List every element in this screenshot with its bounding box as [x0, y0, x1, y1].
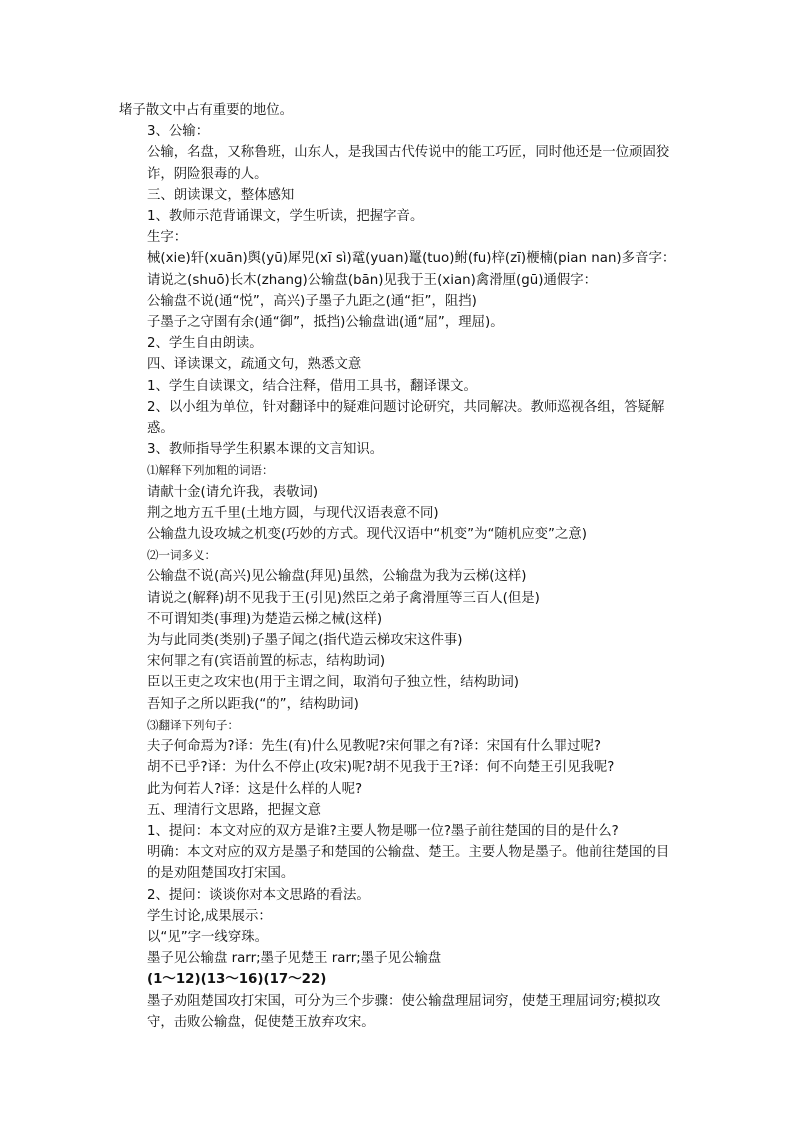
paragraph: 墨子劝阻楚国攻打宋国，可分为三个步骤：使公输盘理屈词穷，使楚王理屈词穷;模拟攻守，击败公输盘，促使楚王放弃攻宋。 — [147, 993, 661, 1030]
section-heading: 五、理清行文思路，把握文意 — [147, 802, 322, 818]
pinyin-line: 械(xie)轩(xuān)舆(yū)犀兕(xī sì)鼋(yuan)鼍(tuo)鲋(fu)梓(zī)楩楠(pian nan)多音字： — [147, 251, 676, 267]
list-item: 1、学生自读课文，结合注释，借用工具书，翻译课文。 — [147, 378, 477, 394]
paragraph-continuation: 堵子散文中占有重要的地位。 — [119, 103, 294, 118]
list-item: 2、学生自由朗读。 — [147, 336, 263, 352]
list-item: 1、教师示范背诵课文，学生听读，把握字音。 — [147, 209, 424, 225]
paragraph: 子墨子之守圉有余(通“御”，抵挡)公输盘诎(通“屈”，理屈)。 — [147, 315, 504, 331]
paragraph: 夫子何命焉为?译：先生(有)什么见教呢?宋何罪之有?译：宋国有什么罪过呢? — [147, 739, 601, 755]
paragraph: 以“见”字一线穿珠。 — [147, 929, 268, 945]
paragraph: 墨子见公输盘 rarr;墨子见楚王 rarr;墨子见公输盘 — [147, 951, 442, 967]
paragraph: 胡不已乎?译：为什么不停止(攻宋)呢?胡不见我于王?译：何不向楚王引见我呢? — [147, 760, 615, 776]
paragraph: 吾知子之所以距我(“的”，结构助词) — [147, 696, 359, 712]
paragraph: 荆之地方五千里(土地方圆，与现代汉语表意不同) — [147, 505, 439, 521]
paragraph: 公输，名盘，又称鲁班，山东人，是我国古代传说中的能工巧匠，同时他还是一位顽固狡诈，阴险狠毒的人。 — [147, 145, 670, 182]
paragraph: 明确：本文对应的双方是墨子和楚国的公输盘、楚王。主要人物是墨子。他前往楚国的目的是劝阻楚国攻打宋国。 — [147, 845, 670, 882]
paragraph: 请献十金(请允许我，表敬词) — [147, 484, 319, 500]
section-heading: 3、公输： — [147, 124, 210, 140]
paragraph: (1～12)(13～16)(17～22) — [147, 972, 327, 988]
paragraph: 请说之(解释)胡不见我于王(引见)然臣之弟子禽滑厘等三百人(但是) — [147, 590, 540, 606]
paragraph: 宋何罪之有(宾语前置的标志，结构助词) — [147, 654, 386, 670]
list-item: 3、教师指导学生积累本课的文言知识。 — [147, 442, 384, 458]
paragraph: 不可谓知类(事理)为楚造云梯之械(这样) — [147, 611, 383, 627]
paragraph: 公输盘九设攻城之机变(巧妙的方式。现代汉语中“机变”为“随机应变”之意) — [147, 527, 587, 543]
label: 生字： — [147, 230, 188, 246]
pinyin-line: 请说之(shuō)长木(zhang)公输盘(bān)见我于王(xian)禽滑厘(gū)通假字： — [147, 272, 598, 288]
paragraph: 此为何若人?译：这是什么样的人呢? — [147, 781, 363, 797]
sub-heading: ⑵一词多义： — [147, 548, 216, 563]
sub-heading: ⑴解释下列加粗的词语： — [147, 463, 274, 478]
paragraph: 公输盘不说(高兴)见公输盘(拜见)虽然，公输盘为我为云梯(这样) — [147, 569, 527, 585]
list-item: 2、提问：谈谈你对本文思路的看法。 — [147, 887, 370, 903]
paragraph: 学生讨论,成果展示： — [147, 908, 272, 924]
section-heading: 四、译读课文，疏通文句，熟悉文意 — [147, 357, 362, 373]
section-heading: 三、朗读课文，整体感知 — [147, 187, 295, 203]
list-item: 2、以小组为单位，针对翻译中的疑难问题讨论研究，共同解决。教师巡视各组，答疑解惑。 — [147, 399, 665, 437]
sub-heading: ⑶翻译下列句子： — [147, 717, 239, 732]
paragraph: 公输盘不说(通“悦”，高兴)子墨子九距之(通“拒”，阻挡) — [147, 293, 477, 309]
list-item: 1、提问：本文对应的双方是谁?主要人物是哪一位?墨子前往楚国的目的是什么? — [147, 823, 619, 839]
paragraph: 臣以王吏之攻宋也(用于主谓之间，取消句子独立性，结构助词) — [147, 675, 519, 691]
paragraph: 为与此同类(类别)子墨子闻之(指代造云梯攻宋这件事) — [147, 633, 463, 649]
